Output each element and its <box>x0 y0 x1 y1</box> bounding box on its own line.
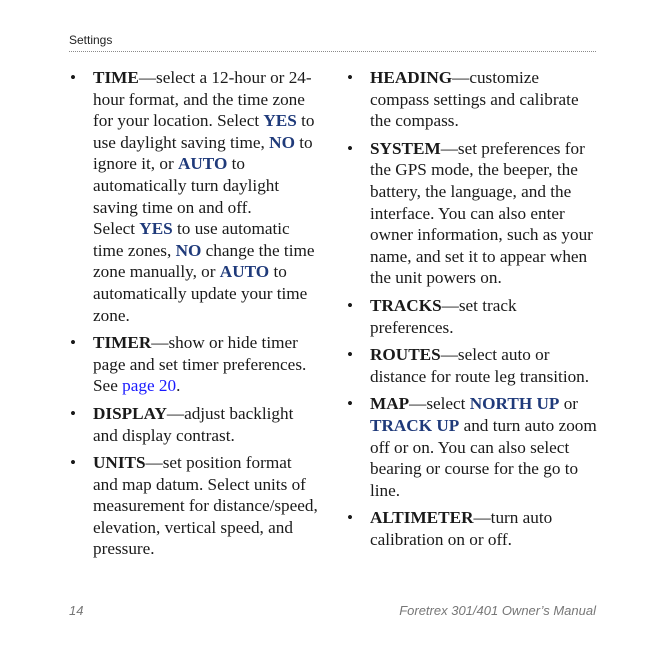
text: —select <box>409 394 470 414</box>
text: or <box>559 394 579 414</box>
keyword-no: NO <box>269 132 295 152</box>
page-link[interactable]: page 20 <box>122 376 177 396</box>
section-header: Settings <box>69 33 596 52</box>
keyword-yes: YES <box>263 111 297 131</box>
bullet: • <box>347 68 354 87</box>
list-item-map <box>347 393 602 501</box>
term-heading: HEADING <box>370 68 453 87</box>
text: —adjust backlight and display contrast. <box>93 403 294 445</box>
text: —set track preferences. <box>370 295 517 337</box>
text: —customize compass settings and calibrate the compass. <box>370 68 579 131</box>
text: —show or hide timer page and set timer preferences. See <box>93 333 307 396</box>
term-map: MAP <box>370 394 410 414</box>
list-item-tracks <box>347 295 602 338</box>
bullet: • <box>70 68 77 87</box>
bullet: • <box>70 333 77 353</box>
keyword-auto: AUTO <box>177 154 228 174</box>
term-tracks: TRACKS <box>370 295 442 315</box>
bullet: • <box>347 508 354 528</box>
page-number: 14 <box>69 603 84 618</box>
bullet: • <box>70 453 77 473</box>
term-system: SYSTEM <box>370 138 441 158</box>
text: to automatically turn daylight saving time on and off. <box>93 154 280 217</box>
term-altimeter: ALTIMETER <box>370 508 474 528</box>
keyword-no: NO <box>175 240 202 260</box>
term-routes: ROUTES <box>370 345 441 365</box>
left-column <box>70 67 320 566</box>
text: —set position format and map datum. Select units of measurement for distance/speed, elevation, vertical speed, and pressure. <box>93 453 318 559</box>
text: —set preferences for the GPS mode, the beeper, the battery, the language, and the interface. You can also enter owner information, such as your name, and set it to appear when the unit powers on. <box>370 138 593 288</box>
text: and turn auto zoom off or on. You can also select bearing or course for the go to line. <box>370 415 597 500</box>
term-time: TIME <box>93 68 139 87</box>
list-item-altimeter <box>347 507 602 550</box>
bullet: • <box>347 138 354 158</box>
text: to use daylight saving time, <box>93 111 315 152</box>
text: —turn auto calibration on or off. <box>370 508 553 549</box>
text: —select a 12-hour or 24-hour format, and the time zone for your location. Select <box>93 68 312 131</box>
text: . <box>176 376 181 396</box>
manual-title: Foretrex 301/401 Owner’s Manual <box>399 603 596 618</box>
text: change the time zone manually, or <box>93 240 315 282</box>
text: Select <box>93 219 140 239</box>
list-item-time <box>70 67 320 326</box>
text: —select auto or distance for route leg transition. <box>370 345 590 386</box>
list-item-routes <box>347 344 602 387</box>
term-display: DISPLAY <box>93 403 167 423</box>
list-item-system <box>347 138 602 289</box>
list-item-units <box>70 452 320 560</box>
bullet: • <box>70 403 77 423</box>
keyword-track-up: TRACK UP <box>370 415 460 435</box>
settings-list-right <box>347 67 602 550</box>
bullet: • <box>347 295 354 315</box>
list-item-heading <box>347 67 602 132</box>
term-timer: TIMER <box>93 333 152 353</box>
keyword-yes: YES <box>139 219 173 239</box>
keyword-north-up: NORTH UP <box>469 394 560 414</box>
text: to automatically update your time zone. <box>93 262 308 325</box>
text: to ignore it, or <box>93 132 313 174</box>
right-column <box>347 67 602 556</box>
text: to use automatic time zones, <box>93 219 290 260</box>
term-units: UNITS <box>93 453 146 473</box>
bullet: • <box>347 394 354 414</box>
bullet: • <box>347 345 354 365</box>
settings-list-left <box>70 67 320 560</box>
list-item-display <box>70 403 320 446</box>
list-item-timer <box>70 332 320 397</box>
keyword-auto: AUTO <box>219 262 270 282</box>
